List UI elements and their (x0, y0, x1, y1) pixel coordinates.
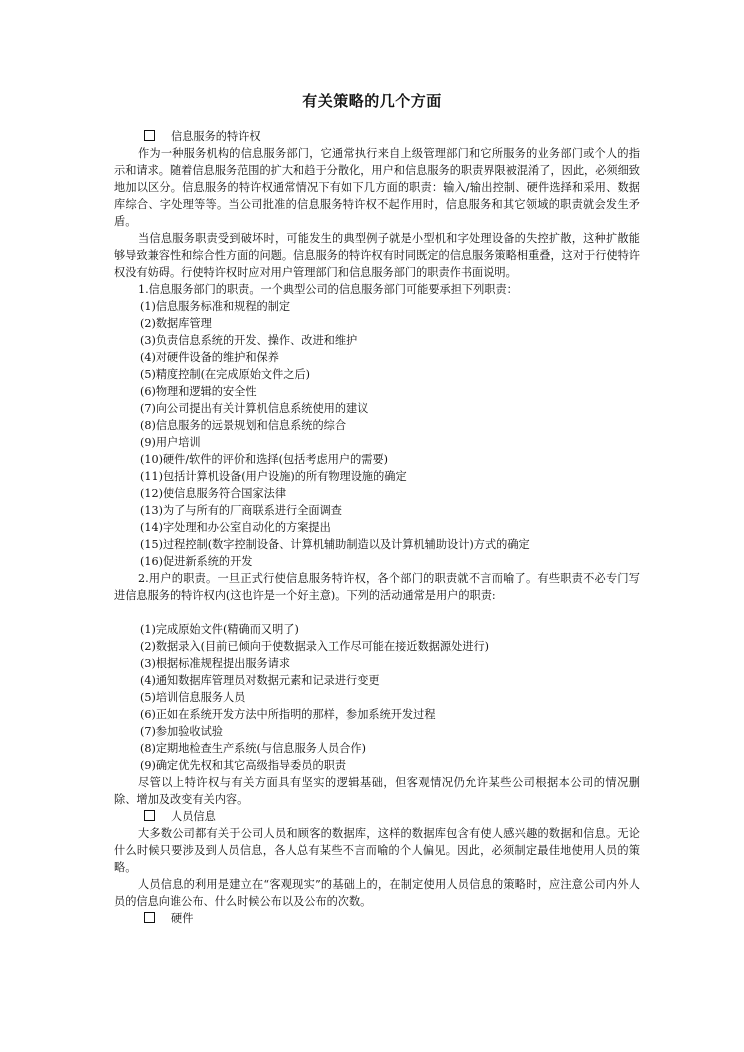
section-heading-franchise: 信息服务的特许权 (114, 128, 640, 145)
list-item: (1)完成原始文件(精确而又明了) (140, 623, 299, 636)
paragraph: 当信息服务职责受到破坏时，可能发生的典型例子就是小型机和字处理设备的失控扩散，这种扩散能够导致兼容性和综合性方面的问题。信息服务的特许权有时同既定的信息服务策略相重叠，这对于行使特许权没有妨碍。行使特许权时应对用户管理部门和信息服务部门的职责作书面说明。 (114, 232, 640, 279)
list-item: (1)信息服务标准和规程的制定 (140, 300, 291, 313)
paragraph: 2.用户的职责。一旦正式行使信息服务特许权，各个部门的职责就不言而喻了。有些职责不必专门写进信息服务的特许权内(这也许是一个好主意)。下列的活动通常是用户的职责: (114, 572, 640, 602)
list-item: (15)过程控制(数字控制设备、计算机辅助制造以及计算机辅助设计)方式的确定 (140, 538, 530, 551)
list-item: (16)促进新系统的开发 (140, 555, 253, 568)
list-item: (9)确定优先权和其它高级指导委员的职责 (140, 759, 347, 772)
section-heading-hardware: 硬件 (114, 910, 640, 927)
list-item: (3)负责信息系统的开发、操作、改进和维护 (140, 334, 358, 347)
list-item: (5)精度控制(在完成原始文件之后) (140, 368, 311, 381)
list-item: (6)正如在系统开发方法中所指明的那样，参加系统开发过程 (140, 708, 436, 721)
list-item: (9)用户培训 (140, 436, 201, 449)
list-item: (5)培训信息服务人员 (140, 691, 246, 704)
list-department-duties (114, 298, 640, 570)
list-user-duties (114, 621, 640, 774)
list-item: (7)向公司提出有关计算机信息系统使用的建议 (140, 402, 369, 415)
list-item: (8)定期地检查生产系统(与信息服务人员合作) (140, 742, 366, 755)
list-item: (12)使信息服务符合国家法律 (140, 487, 287, 500)
list-item: (6)物理和逻辑的安全性 (140, 385, 257, 398)
checkbox-icon (144, 810, 155, 821)
list-item: (4)通知数据库管理员对数据元素和记录进行变更 (140, 674, 380, 687)
document-body (114, 128, 640, 927)
document-title: 有关策略的几个方面 (302, 92, 442, 110)
list-item: (14)字处理和办公室自动化的方案提出 (140, 521, 331, 534)
list-item: (13)为了与所有的厂商联系进行全面调查 (140, 504, 342, 517)
list-item: (4)对硬件设备的维护和保养 (140, 351, 279, 364)
list-item: (11)包括计算机设备(用户设施)的所有物理设施的确定 (140, 470, 407, 483)
list-item: (10)硬件/软件的评价和选择(包括考虑用户的需要) (140, 453, 389, 466)
list-item: (7)参加验收试验 (140, 725, 223, 738)
list-item: (2)数据录入(目前已倾向于使数据录入工作尽可能在接近数据源处进行) (140, 640, 490, 653)
paragraph: 作为一种服务机构的信息服务部门，它通常执行来自上级管理部门和它所服务的业务部门或个人的指示和请求。随着信息服务范围的扩大和趋于分散化，用户和信息服务的职责界限被混淆了，因此，必须细致地加以区分。信息服务的特许权通常情况下有如下几方面的职责：输入/输出控制、硬件选择和采用、数据库综合、字处理等等。当公司批准的信息服务特许权不起作用时，信息服务和其它领域的职责就会发生矛盾。 (114, 147, 640, 228)
paragraph: 尽管以上特许权与有关方面具有坚实的逻辑基础，但客观情况仍允许某些公司根据本公司的情况删除、增加及改变有关内容。 (114, 776, 640, 806)
checkbox-icon (144, 130, 155, 141)
paragraph: 大多数公司都有关于公司人员和顾客的数据库，这样的数据库包含有使人感兴趣的数据和信息。无论什么时候只要涉及到人员信息，各人总有某些不言而喻的个人偏见。因此，必须制定最佳地使用人员的策略。 (114, 827, 640, 874)
spacer (114, 604, 640, 621)
paragraph: 人员信息的利用是建立在“客观现实”的基础上的，在制定使用人员信息的策略时，应注意公司内外人员的信息向谁公布、什么时候公布以及公布的次数。 (114, 878, 640, 908)
list-item: (3)根据标准规程提出服务请求 (140, 657, 291, 670)
paragraph: 1.信息服务部门的职责。一个典型公司的信息服务部门可能要承担下列职责： (138, 283, 518, 296)
section-heading-personnel: 人员信息 (114, 808, 640, 825)
list-item: (2)数据库管理 (140, 317, 212, 330)
list-item: (8)信息服务的远景规划和信息系统的综合 (140, 419, 347, 432)
checkbox-icon (144, 912, 155, 923)
